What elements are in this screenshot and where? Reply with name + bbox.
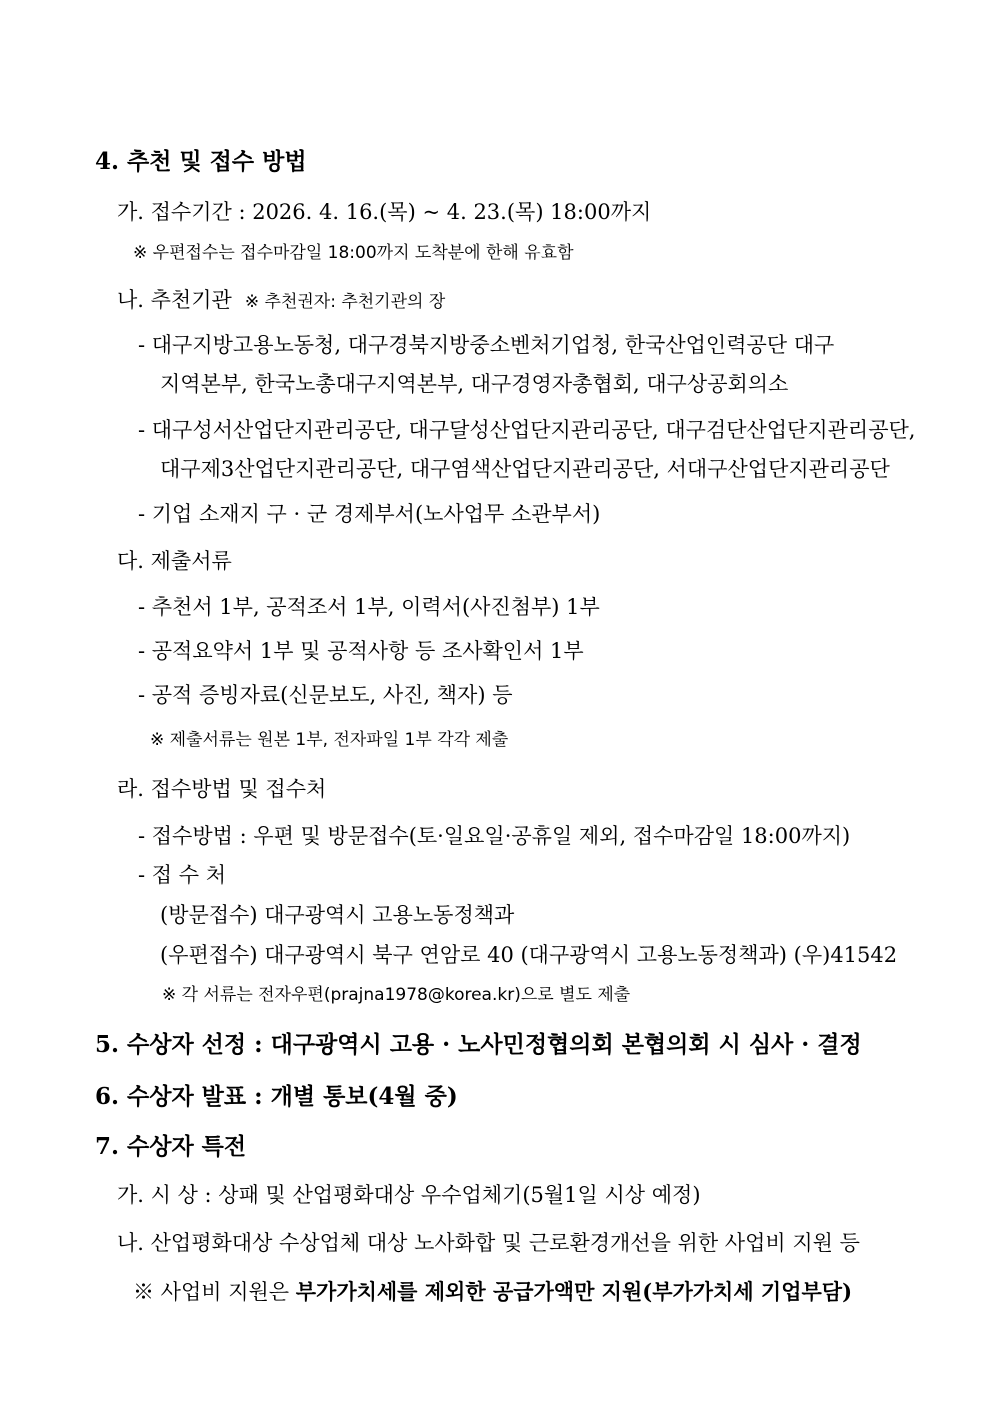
section-4-na-note: ※ 추천권자: 추천기관의 장 xyxy=(244,292,446,312)
section-4-da-item-2: - 공적요약서 1부 및 공적사항 등 조사확인서 1부 xyxy=(138,639,584,663)
section-4-title: 4. 추천 및 접수 방법 xyxy=(95,148,307,175)
section-4-na-item-2-line-2: 대구제3산업단지관리공단, 대구염색산업단지관리공단, 서대구산업단지관리공단 xyxy=(160,457,890,481)
section-4-da-item-1: - 추천서 1부, 공적조서 1부, 이력서(사진첨부) 1부 xyxy=(138,595,600,619)
section-7-note-prefix: ※ 사업비 지원은 xyxy=(133,1280,296,1304)
section-4-ra-head: 라. 접수방법 및 접수처 xyxy=(117,777,327,801)
section-4-da-note: ※ 제출서류는 원본 1부, 전자파일 1부 각각 제출 xyxy=(150,730,509,750)
section-5-title: 5. 수상자 선정 : 대구광역시 고용 · 노사민정협의회 본협의회 시 심사 · 결정 xyxy=(95,1031,862,1058)
section-4-ra-post: (우편접수) 대구광역시 북구 연암로 40 (대구광역시 고용노동정책과) (우)41542 xyxy=(160,943,898,967)
section-4-na-item-1-line-2: 지역본부, 한국노총대구지역본부, 대구경영자총협회, 대구상공회의소 xyxy=(160,372,789,396)
section-4-ra-note: ※ 각 서류는 전자우편(prajna1978@korea.kr)으로 별도 제출 xyxy=(162,985,631,1005)
section-4-ra-item-2: - 접 수 처 xyxy=(138,863,226,887)
section-7-na: 나. 산업평화대상 수상업체 대상 노사화합 및 근로환경개선을 위한 사업비 지원 등 xyxy=(117,1231,860,1255)
section-4-ra-item-1: - 접수방법 : 우편 및 방문접수(토·일요일·공휴일 제외, 접수마감일 18:00까지) xyxy=(138,824,851,848)
section-4-ga-period: 가. 접수기간 : 2026. 4. 16.(목) ~ 4. 23.(목) 18:00까지 xyxy=(117,200,652,224)
section-7-title: 7. 수상자 특전 xyxy=(95,1133,247,1160)
section-6-title: 6. 수상자 발표 : 개별 통보(4월 중) xyxy=(95,1083,458,1110)
section-4-na-row xyxy=(117,290,445,311)
section-4-ra-visit: (방문접수) 대구광역시 고용노동정책과 xyxy=(160,903,515,927)
section-4-da-head: 다. 제출서류 xyxy=(117,549,232,573)
section-4-ga-note: ※ 우편접수는 접수마감일 18:00까지 도착분에 한해 유효함 xyxy=(133,243,574,263)
section-4-na-item-2-line-1: - 대구성서산업단지관리공단, 대구달성산업단지관리공단, 대구검단산업단지관리공단, xyxy=(138,418,916,442)
section-4-na-head: 나. 추천기관 xyxy=(117,288,232,312)
section-4-na-item-1-line-1: - 대구지방고용노동청, 대구경북지방중소벤처기업청, 한국산업인력공단 대구 xyxy=(138,333,835,357)
section-7-note xyxy=(133,1281,852,1303)
section-4-na-item-3: - 기업 소재지 구 · 군 경제부서(노사업무 소관부서) xyxy=(138,502,601,526)
section-7-ga: 가. 시 상 : 상패 및 산업평화대상 우수업체기(5월1일 시상 예정) xyxy=(117,1183,701,1207)
section-4-da-item-3: - 공적 증빙자료(신문보도, 사진, 책자) 등 xyxy=(138,683,513,707)
section-7-note-emphasis: 부가가치세를 제외한 공급가액만 지원(부가가치세 기업부담) xyxy=(295,1279,853,1304)
